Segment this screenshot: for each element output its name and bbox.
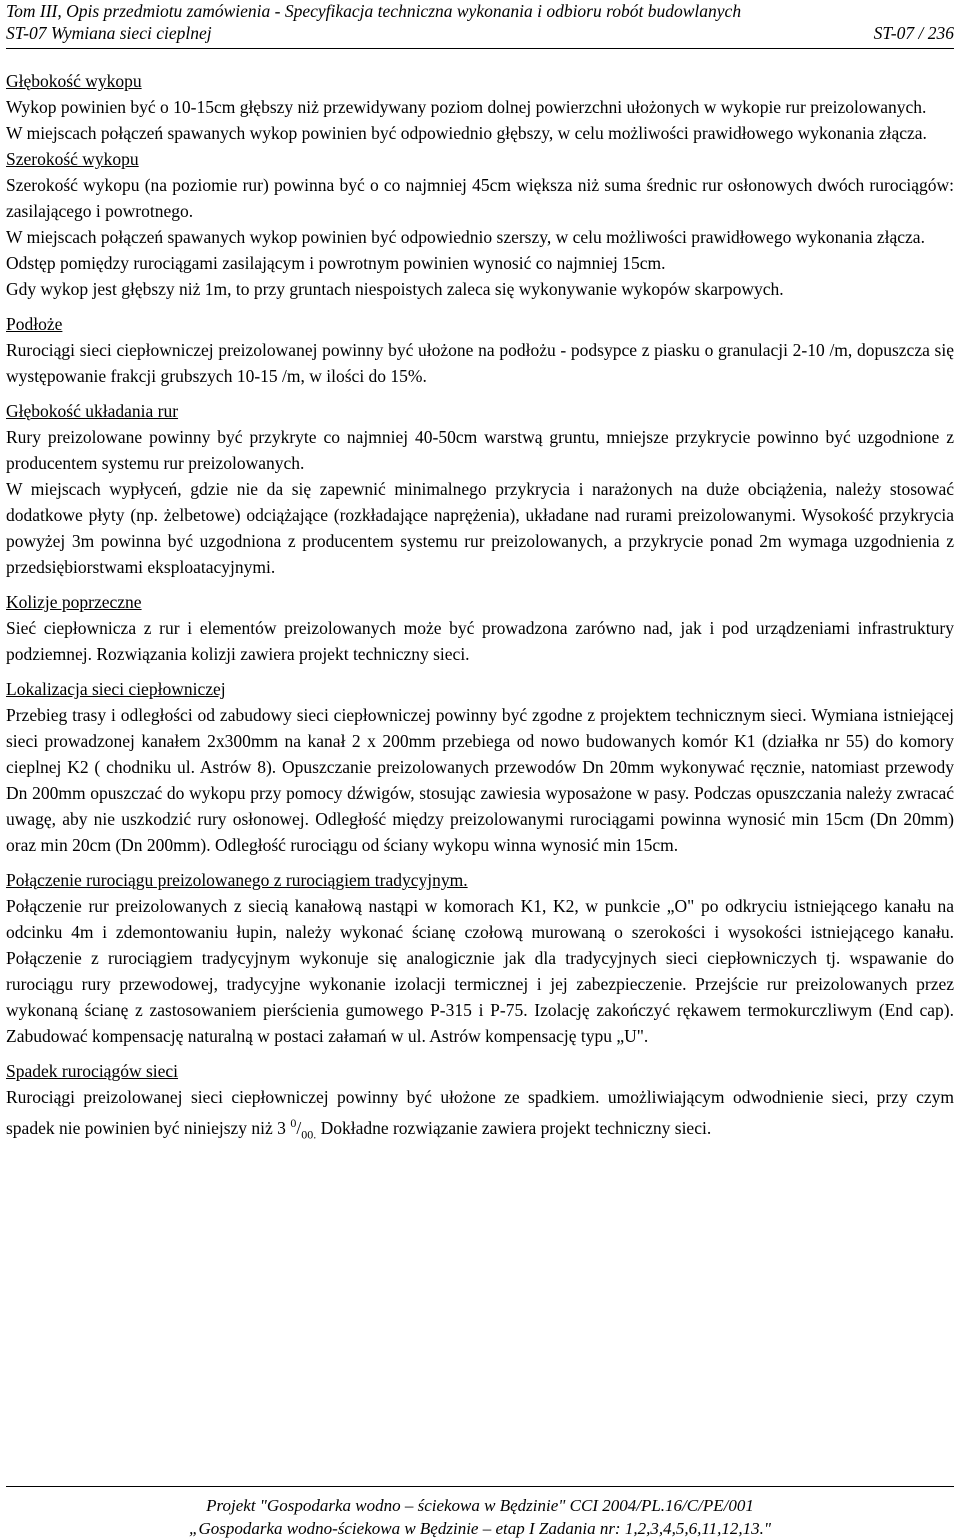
- section-heading: Spadek rurociągów sieci: [6, 1061, 179, 1081]
- paragraph: W miejscach połączeń spawanych wykop powinien być odpowiednio szerszy, w celu możliwości prawidłowego wykonania złącza.: [6, 227, 925, 247]
- section-heading: Połączenie rurociągu preizolowanego z rurociągiem tradycyjnym.: [6, 870, 468, 890]
- section-heading: Szerokość wykopu: [6, 149, 139, 169]
- section-network-location: [6, 676, 954, 858]
- header-divider: [6, 48, 954, 49]
- paragraph: W miejscach wypłyceń, gdzie nie da się zapewnić minimalnego przykrycia i narażonych na duże obciążenia, należy stosować dodatkowe płyty (np. żelbetowe) odciążające (rozkładające naprężenia), układane nad rurami preizolowanymi. Wysokość przykrycia powyżej 3m powinna być uzgodniona z producentem systemu rur preizolowanych, a przykrycie ponad 2m wymaga uzgodnienia z przedsiębiorstwami eksploatacyjnymi.: [6, 479, 954, 577]
- permille-sub: 00.: [301, 1127, 317, 1142]
- section-wykop-depth: [6, 68, 954, 146]
- paragraph-text: Rurociągi preizolowanej sieci ciepłowniczej powinny być ułożone ze spadkiem. umożliwiającym odwodnienie sieci, przy czym spadek nie powinien być niniejszy niż 3: [6, 1087, 954, 1138]
- section-pipe-connection: [6, 867, 954, 1049]
- paragraph: Przebieg trasy i odległości od zabudowy sieci ciepłowniczej powinny być zgodne z projektem technicznym sieci. Wymiana istniejącej sieci prowadzonej kanałem 2x300mm na kanał 2 x 200mm przebiega od nowo budowanych komór K1 (działka nr 55) do komory cieplnej K2 ( chodniku ul. Astrów 8). Opuszczanie preizolowanych przewodów Dn 20mm wykonywać ręcznie, natomiast przewody Dn 200mm opuszczać do wykopu przy pomocy dźwigów, stosując zawiesia wyposażone w pasy. Podczas opuszczania należy zwracać uwagę, aby nie uszkodzić rury osłonowej. Odległość między preizolowanymi rurociągami powinna wynosić min 15cm (Dn 20mm) oraz min 20cm (Dn 200mm). Odległość rurociągu od ściany wykopu winna wynosić min 15cm.: [6, 705, 954, 855]
- section-heading: Głębokość wykopu: [6, 71, 142, 91]
- paragraph: Wykop powinien być o 10-15cm głębszy niż przewidywany poziom dolnej powierzchni ułożonych w wykopie rur preizolowanych.: [6, 97, 927, 117]
- section-heading: Kolizje poprzeczne: [6, 592, 142, 612]
- paragraph: Połączenie rur preizolowanych z siecią kanałową nastąpi w komorach K1, K2, w punkcie „O" po odkryciu istniejącego kanału na odcinku 4m i zdemontowaniu łupin, należy wykonać ścianę czołową murowaną o szerokości i wysokości istniejącego kanału. Połączenie z rurociągiem tradycyjnym wykonuje się analogicznie jak dla tradycyjnych sieci ciepłowniczych tj. wspawanie do rurociągu rury przewodowej, tradycyjne wykonanie izolacji termicznej i jej zabezpieczenie. Przejście rur preizolowanych przez wykonaną ścianę z zastosowaniem pierścienia gumowego P-315 i P-75. Izolację zakończyć rękawem termokurczliwym (End cap). Zabudować kompensację naturalną w postaci załamań w ul. Astrów kompensację typu „U".: [6, 896, 954, 1046]
- header-spec-name: ST-07 Wymiana sieci cieplnej: [6, 23, 212, 43]
- paragraph: Sieć ciepłownicza z rur i elementów preizolowanych może być prowadzona zarówno nad, jak i pod urządzeniami infrastruktury podziemnej. Rozwiązania kolizji zawiera projekt techniczny sieci.: [6, 618, 954, 664]
- permille-sup: 0: [290, 1116, 297, 1130]
- section-heading: Podłoże: [6, 314, 63, 334]
- section-heading: Głębokość układania rur: [6, 401, 179, 421]
- footer-divider: [6, 1486, 954, 1487]
- footer-task: „Gospodarka wodno-ściekowa w Będzinie – etap I Zadania nr: 1,2,3,4,5,6,11,12,13.": [189, 1519, 771, 1538]
- section-podloze: [6, 311, 954, 389]
- document-body: [6, 68, 954, 1147]
- section-heading: Lokalizacja sieci ciepłowniczej: [6, 679, 226, 699]
- page-footer: [0, 1494, 960, 1540]
- section-collisions: [6, 589, 954, 667]
- paragraph: W miejscach połączeń spawanych wykop powinien być odpowiednio głębszy, w celu możliwości prawidłowego wykonania złącza.: [6, 123, 927, 143]
- section-slope: [6, 1058, 954, 1147]
- section-pipe-depth: [6, 398, 954, 580]
- header-page-number: ST-07 / 236: [873, 23, 954, 43]
- paragraph-text: Dokładne rozwiązanie zawiera projekt techniczny sieci.: [316, 1117, 712, 1138]
- paragraph: Szerokość wykopu (na poziomie rur) powinna być o co najmniej 45cm większa niż suma średnic rur osłonowych dwóch rurociągów: zasilającego i powrotnego.: [6, 175, 954, 221]
- page-header: [6, 0, 954, 44]
- paragraph: Rurociągi sieci ciepłowniczej preizolowanej powinny być ułożone na podłożu - podsypce z piasku o granulacji 2-10 /m, dopuszcza się występowanie frakcji grubszych 10-15 /m, w ilości do 15%.: [6, 340, 954, 386]
- paragraph: Rurociągi preizolowanej sieci ciepłowniczej powinny być ułożone ze spadkiem. umożliwiającym odwodnienie sieci, przy czym spadek nie powinien być niniejszy niż 3 $^0/_{00.}$ Dokładne rozwiązanie zawiera projekt techniczny sieci.: [6, 1087, 954, 1142]
- header-title: Tom III, Opis przedmiotu zamówienia - Specyfikacja techniczna wykonania i odbioru robót budowlanych: [6, 1, 742, 21]
- paragraph: Rury preizolowane powinny być przykryte co najmniej 40-50cm warstwą gruntu, mniejsze przykrycie powinno być uzgodnione z producentem systemu rur preizolowanych.: [6, 427, 954, 473]
- section-wykop-width: [6, 146, 954, 302]
- footer-project: Projekt "Gospodarka wodno – ściekowa w Będzinie" CCI 2004/PL.16/C/PE/001: [206, 1496, 754, 1515]
- paragraph: Odstęp pomiędzy rurociągami zasilającym i powrotnym powinien wynosić co najmniej 15cm.: [6, 253, 666, 273]
- paragraph: Gdy wykop jest głębszy niż 1m, to przy gruntach niespoistych zaleca się wykonywanie wykopów skarpowych.: [6, 279, 784, 299]
